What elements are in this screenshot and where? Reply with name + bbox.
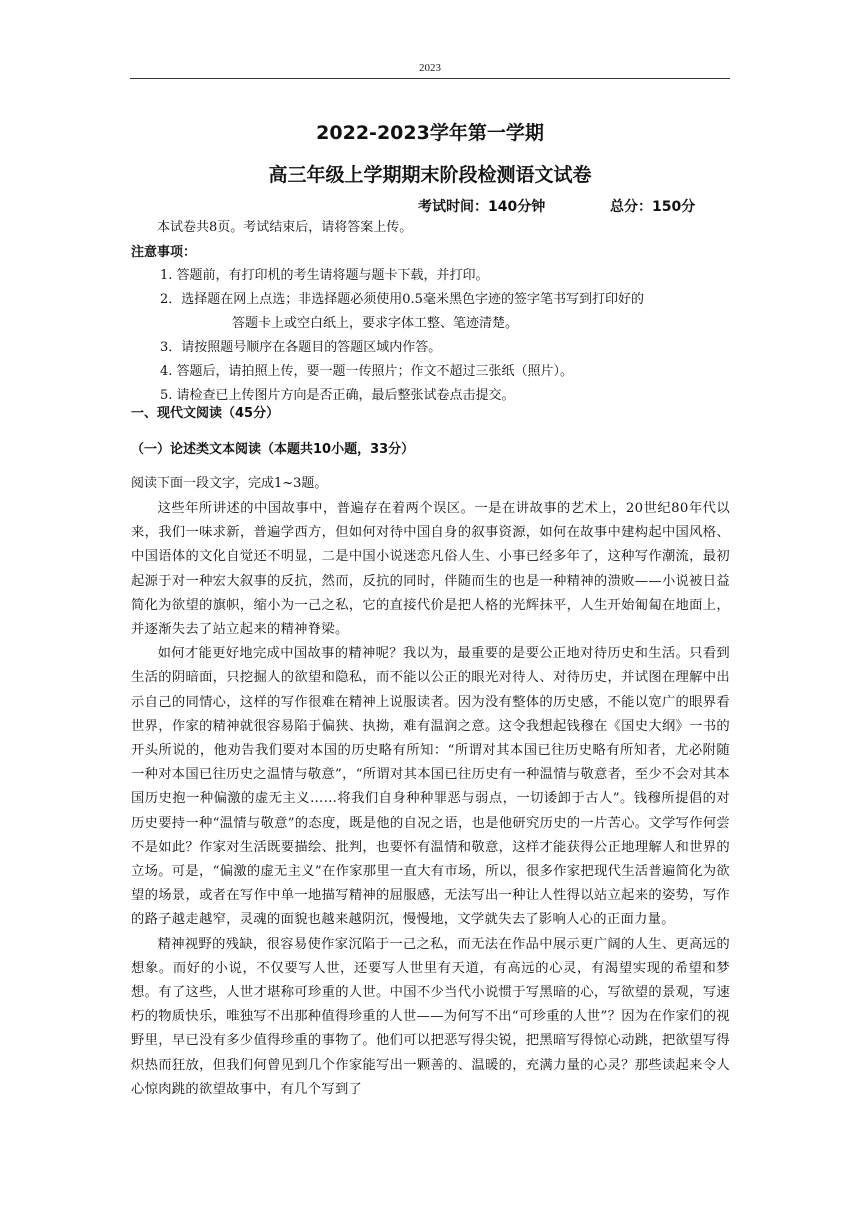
- exam-time: 考试时间：140分钟: [418, 199, 546, 215]
- notice-item-continuation: 答题卡上或空白纸上，要求字体工整、笔迹清楚。: [232, 316, 519, 331]
- intro-line: 本试卷共8页。考试结束后，请将答案上传。: [157, 220, 413, 235]
- notice-list: [160, 264, 735, 408]
- page-subtitle: 高三年级上学期期末阶段检测语文试卷: [268, 164, 592, 186]
- reading-instruction: 阅读下面一段文字，完成1~3题。: [131, 476, 328, 491]
- notice-item: 5. 请检查已上传图片方向是否正确，最后整张试卷点击提交。: [160, 388, 515, 403]
- passage-paragraph: 精神视野的残缺，很容易使作家沉陷于一己之私，而无法在作品中展示更广阔的人生、更高远的想象。而好的小说，不仅要写人世，还要写人世里有天道，有高远的心灵，有渴望实现的希望和梦想。有了这些，人世才堪称可珍重的人世。中国不少当代小说惯于写黑暗的心，写欲望的景观，写速朽的物质快乐，唯独写不出那种值得珍重的人世——为何写不出“可珍重的人世”？因为在作家们的视野里，早已没有多少值得珍重的事物了。他们可以把恶写得尖锐，把黑暗写得惊心动跳，把欲望写得炽热而狂放，但我们何曾见到几个作家能写出一颗善的、温暖的，充满力量的心灵？那些读起来令人心惊肉跳的欲望故事中，有几个写到了: [131, 936, 730, 1097]
- passage-paragraph: 如何才能更好地完成中国故事的精神呢？我以为，最重要的是要公正地对待历史和生活。只看到生活的阴暗面，只挖掘人的欲望和隐私，而不能以公正的眼光对待人、对待历史，并试图在理解中出示自己的同情心，这样的写作很难在精神上说服读者。因为没有整体的历史感，不能以宽广的眼界看世界，作家的精神就很容易陷于偏狭、执拗，难有温润之意。这令我想起钱穆在《国史大纲》一书的开头所说的，他劝告我们要对本国的历史略有所知：“所谓对其本国已往历史略有所知者，尤必附随一种对本国已往历史之温情与敬意”，“所谓对其本国已往历史有一种温情与敬意者，至少不会对其本国历史抱一种偏激的虚无主义……将我们自身种种罪恶与弱点，一切诿卸于古人”。钱穆所提倡的对历史要持一种“温情与敬意”的态度，既是他的自况之语，也是他研究历史的一片苦心。文学写作何尝不是如此？作家对生活既要描绘、批判，也要怀有温情和敬意，这样才能获得公正地理解人和世界的立场。可是，“偏激的虚无主义”在作家那里一直大有市场，所以，很多作家把现代生活普遍简化为欲望的场景，或者在写作中单一地描写精神的屈服感，无法写出一种让人性得以站立起来的姿势，写作的路子越走越窄，灵魂的面貌也越来越阴沉，慢慢地，文学就失去了影响人心的正面力量。: [131, 646, 730, 928]
- header-divider: [130, 78, 730, 79]
- passage-paragraph: 这些年所讲述的中国故事中，普遍存在着两个误区。一是在讲故事的艺术上，20世纪80年代以来，我们一味求新，普遍学西方，但如何对待中国自身的叙事资源，如何在故事中建构起中国风格、中国语体的文化自觉还不明显，二是中国小说迷恋凡俗人生、小事已经多年了，这种写作潮流，最初起源于对一种宏大叙事的反抗，然而，反抗的同时，伴随而生的也是一种精神的溃败——小说被日益简化为欲望的旗帜，缩小为一己之私，它的直接代价是把人格的光辉抹平，人生开始匍匐在地面上，并逐渐失去了站立起来的精神脊梁。: [131, 501, 730, 638]
- section-heading: 一、现代文阅读（45分）: [131, 406, 280, 421]
- notice-item: 1. 答题前，有打印机的考生请将题与题卡下载，并打印。: [160, 268, 489, 283]
- notice-item: 4. 答题后，请拍照上传，要一题一传照片；作文不超过三张纸（照片）。: [160, 364, 574, 379]
- notice-item: 2．选择题在网上点选；非选择题必须使用0.5毫米黑色字迹的签字笔书写到打印好的: [160, 292, 644, 307]
- reading-passage: [131, 497, 730, 1102]
- header-year: 2023: [419, 62, 441, 74]
- page-title: 2022-2023学年第一学期: [316, 122, 544, 144]
- exam-total-score: 总分：150分: [610, 199, 696, 215]
- notice-item: 3．请按照题号顺序在各题目的答题区域内作答。: [160, 340, 442, 355]
- subsection-heading: （一）论述类文本阅读（本题共10小题，33分）: [131, 442, 415, 457]
- intro-text: [131, 216, 731, 240]
- notice-title: 注意事项：: [131, 245, 197, 260]
- exam-meta: [418, 196, 748, 216]
